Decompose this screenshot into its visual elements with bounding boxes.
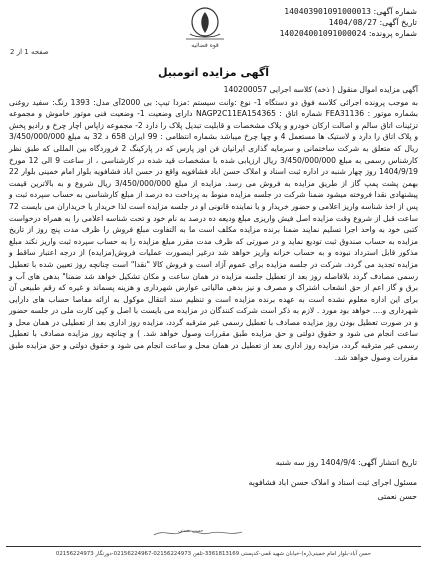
notice-body xyxy=(9,84,418,364)
notice-title: آگهی مزایده اتومبیل xyxy=(157,66,270,79)
case-number-row xyxy=(280,28,417,39)
notice-meta xyxy=(280,6,417,39)
publish-date: تاریخ انتشار آگهی: 1404/9/4 روز سه شنبه xyxy=(275,458,417,467)
case-number-label: شماره پرونده: xyxy=(368,29,417,38)
notice-date: 1404/08/27 xyxy=(328,18,377,27)
stamp-name: حسن نعمتی xyxy=(178,528,204,534)
signature-block xyxy=(10,456,417,504)
notice-number-row xyxy=(280,6,417,17)
case-class-line: آگهی مزایده اموال منقول ( ذخه) کلاسه اجرایی 140200057 xyxy=(223,85,418,94)
notice-date-label: تاریخ آگهی: xyxy=(379,18,417,27)
office-title: مسئول اجرای ثبت اسناد و املاک حسن اباد فشافویه xyxy=(248,478,417,487)
organization-caption: قوه قضائیه xyxy=(191,42,219,49)
notice-number: 140403901091000013 xyxy=(284,7,371,16)
page-number: صفحه 1 از 2 xyxy=(10,48,49,56)
auction-description: به موجب پرونده اجرائی کلاسه فوق دو دستگاه 1- نوع :وانت سیستم :مزدا تیپ: بی 2000آی مدل: 1393 رنگ: سفید روغنی بشماره موتور : FEA31136 شماره اتاق : NAGP2C11EA154365 دارای وضعیت 1- وضعیت فنی موتور خاموش و مجموعه تزئینات اتاق سالم و اصالت ارکان خودرو و پلاک مشخصات و قابلیت تبدیل پلاک را دارد 2- مجموعه زاپاس اچار چرخ و رادیو پخش و پلاک اتاق را دارد و لاستیک ها مستعمل 4 و چها چرخ میباشد بشماره انتظامی : 99 ایران 658 د 32 به مبلغ 3/450/000/000 ریال که متعلق به شرکت ساختمانی و سرمایه گذاری ایرانیان فن اور پارس که در پارکینگ 2 فروردگاه بین المللی که طبق نظر کارشناس رسمی به مبلغ 3/450/000/000 ریال ارزیابی شده با مشخصات قید شده در کارشناسی ، از ساعت 9 الی 12 مورخ 1404/9/19 روز چهار شنبه در اداره ثبت اسناد و املاک حسن اباد فشافویه واقع در حسن اباد فشافویه بلوار امام خمینی بلوار 22 بهمن پشت پمپ گاز از طریق مزایده به فروش می رسد. مزایده از مبلغ 3/450/000/000 ریال شروع و به بالاترین قیمت پیشنهادی نقدا فروخته میشود ضمنا شرکت در جلسه مزایده منوط به پرداخت ده درصد از مبلغ کارشناسی به حساب سپرده ثبت و پس از اخذ شناسه واریز اعلامی و حضور خریدار و یا نماینده قانونی او در جلسه مزایده است لذا خریدار یا خریداران می بایست 72 ساعت قبل از شروع وقت مزایده اصل فیش واریزی مبلغ ودیعه ده درصد به نام خود و تحت شناسه اعلامی را به همراه درخواست کتبی خود به واحد اجرا تسلیم نمایند ضمنا برنده مزایده مکلف است ما به التفاوت مبلغ فروش را ظرف مدت پنج روز از تاریخ مزایده به حساب صندوق ثبت تودیع نماید و در صورتی که ظرف مدت مقرر مبلغ مزایده را به حساب سپرده ثبت واریز نکند مبلغ مذکور قابل استرداد نبوده و به حساب خزانه واریز خواهد شد درغیر اینصورت عملیات فروش(مزایده) از درجه اعتبار ساقط و مزایده تجدید می گردد. شرکت در جلسه مزایده برای عموم آزاد است و فروش کالا "نقدا" است چنانچه روز تعیین شده با تعطیل رسمی مصادف گردد بلافاصله روز بعد از تعطیل جلسه مزایده در همان ساعت و مکان تشکیل خواهد شد ضمنا" بدهی های آب و برق و گاز اعم از حق انشعاب اشتراک و مصرف و نیز بدهی مالیاتی عوارض شهرداری و هزینه پسماند و غیره که رقم طبیعی آن برای این اداره معلوم نشده است به عهده برنده مزایده است و تنظیم سند انتقال موکول به ارائه مفاصا حساب های دارایی شهرداری و.... خواهد بود مورد . لازم به ذکر است شرکت کنندگان در مزایده می بایست با اصل و کپی کارت ملی در جلسه حضور و در صورت تعطیل بودن روز مزایده مصادف با تعطیل رسمی غیر مترقبه گردد، مزایده روز اداری بعد از تعطیلی در همان محل و ساعت انجام می شود و حقوق دولتی و حق مزایده طبق مقررات وصول خواهد شد. ) و چنانچه روز مزایده مصادف با تعطیل رسمی غیر مترقبه گردد، مزایده روز اداری بعد از تعطیل در همان محل و ساعت انجام می شود و حقوق دولتی و حق مزایده طبق مقررات وصول خواهد شد. xyxy=(9,97,419,362)
notice-number-label: شماره آگهی: xyxy=(373,7,417,16)
judiciary-emblem-icon xyxy=(178,4,232,44)
case-number: 140204001091000024 xyxy=(279,29,367,38)
official-name: حسن نعمتی xyxy=(377,492,417,501)
footer-address: حسن آباد-بلوار امام خمینی(ره)-خیابان شهید قمی-کدپستی 3361813169-تلفن 02156224973-02156224967-دورنگار 02156224973 xyxy=(6,546,421,557)
notice-date-row xyxy=(280,17,417,28)
